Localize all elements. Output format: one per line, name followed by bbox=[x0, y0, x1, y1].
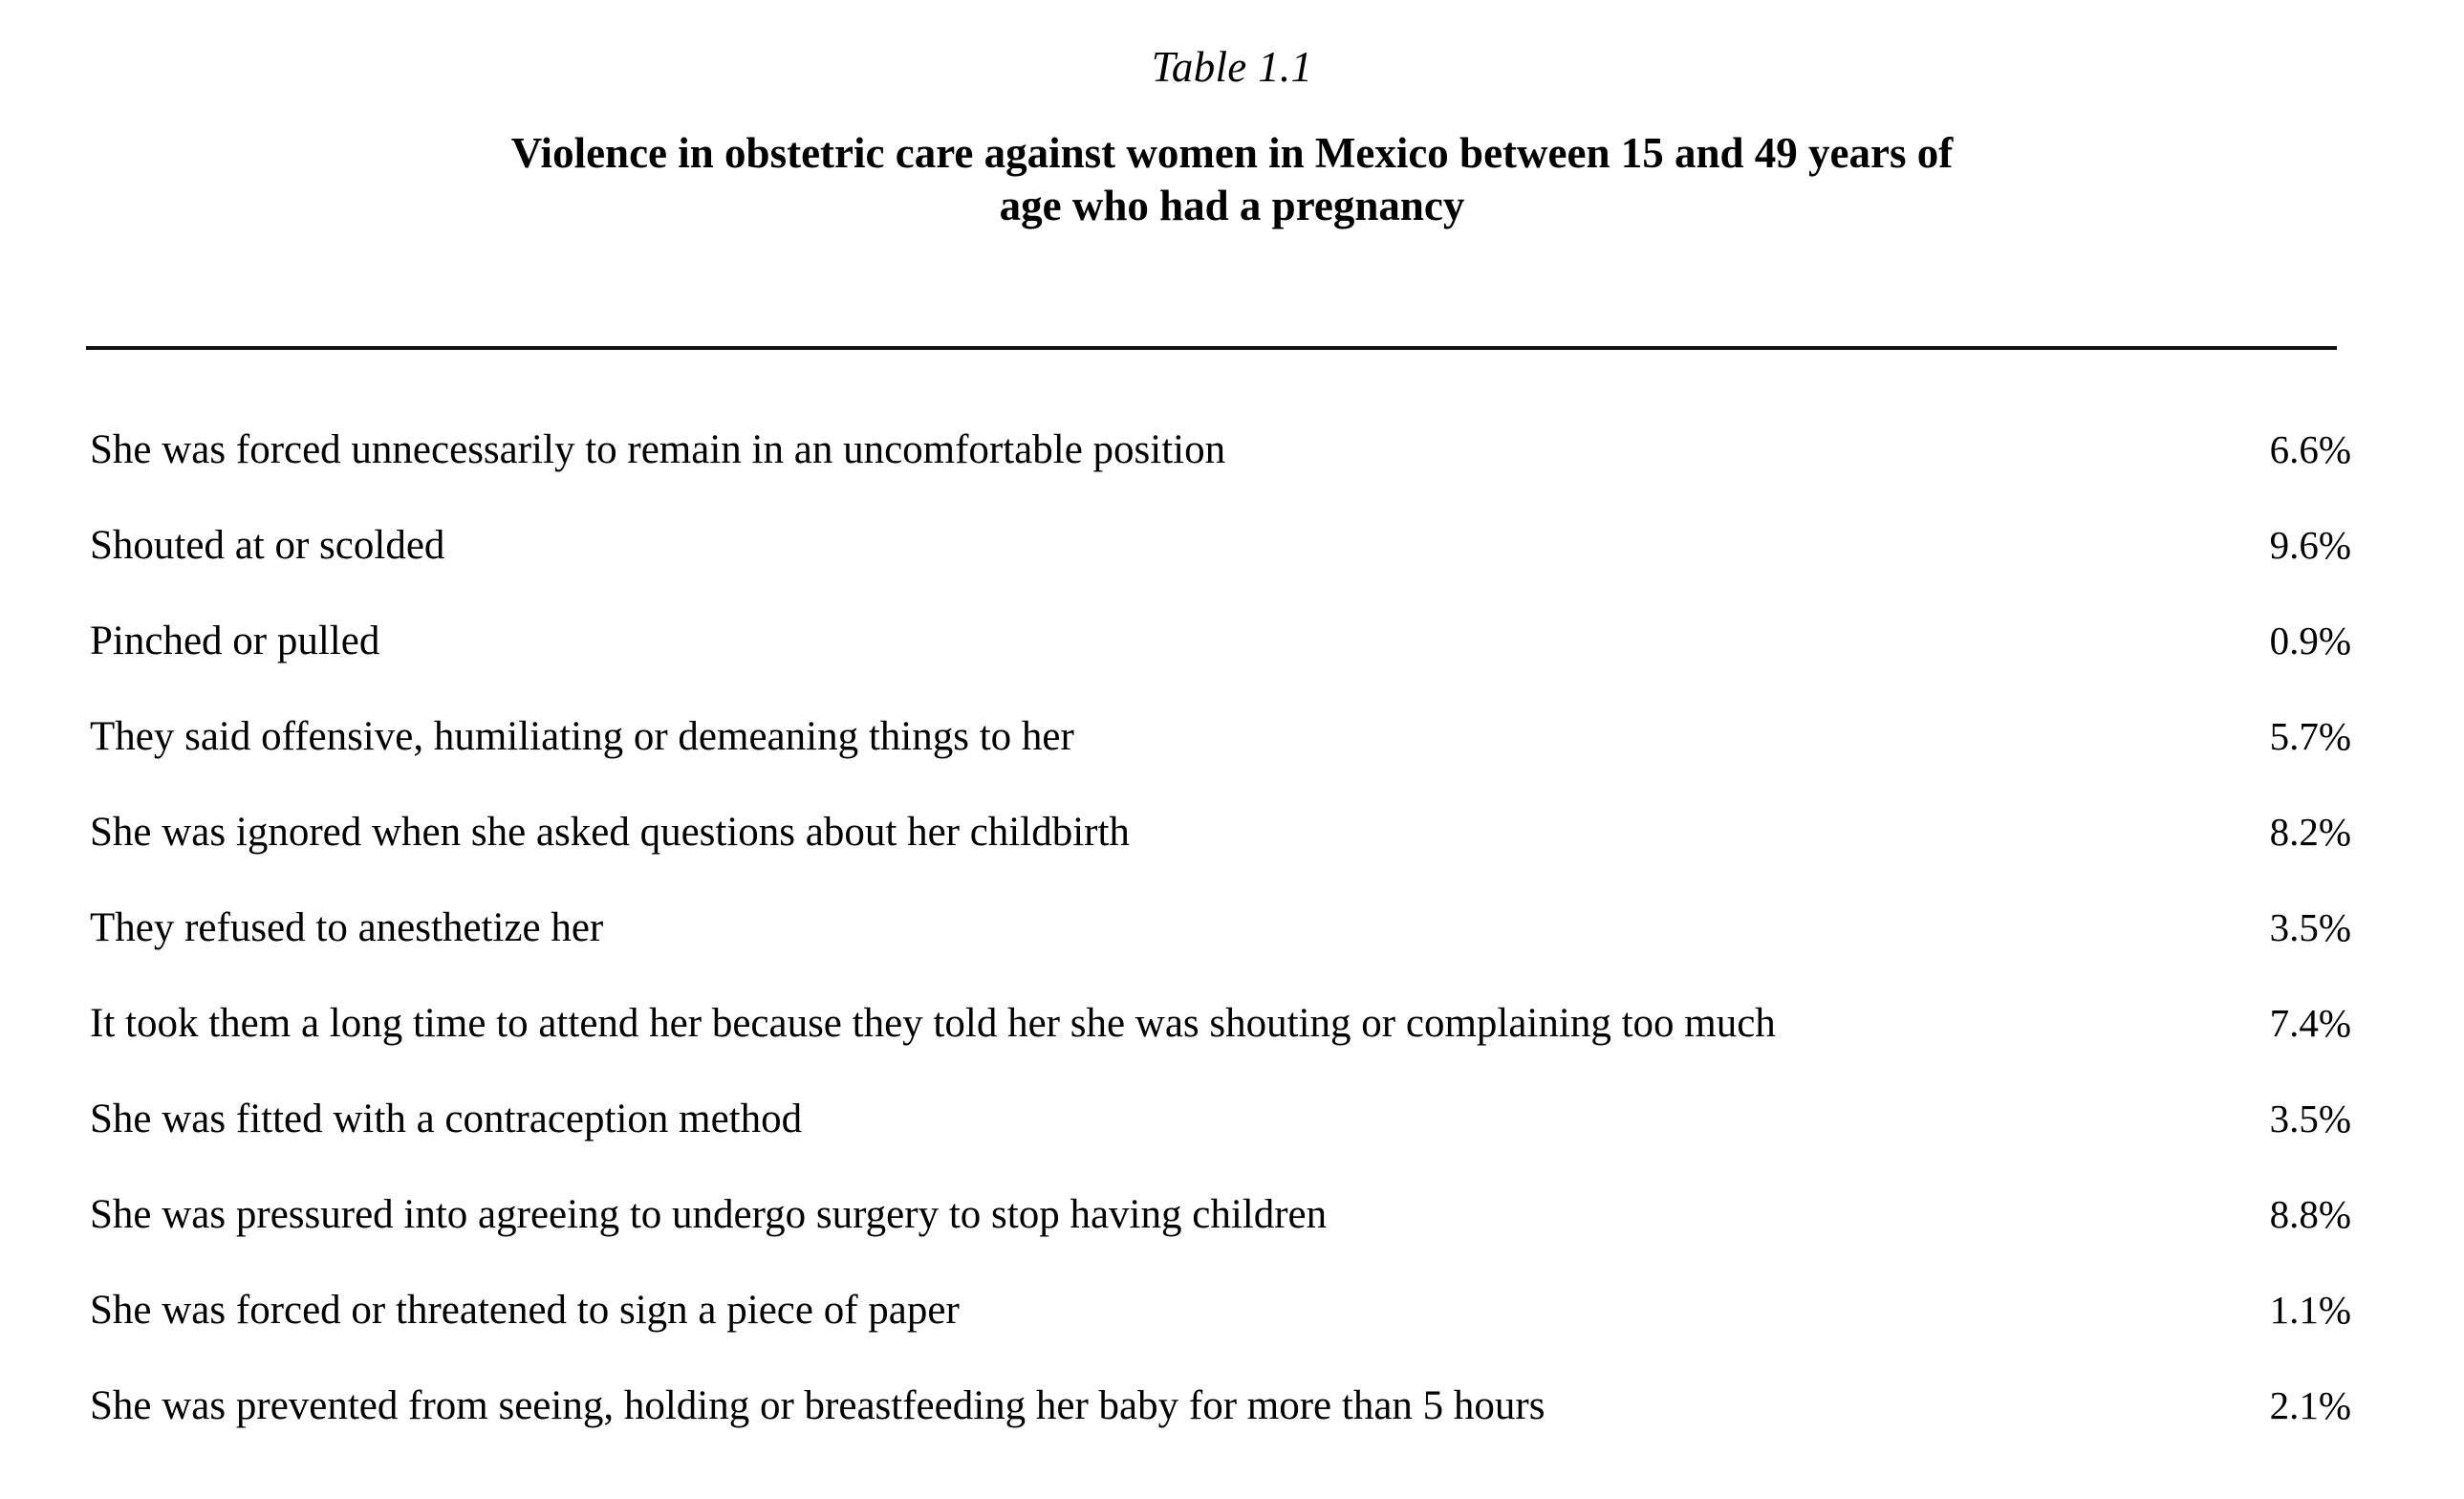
table-row-label: She was fitted with a contraception method bbox=[90, 1097, 803, 1141]
table-row-percentage: 3.5% bbox=[2269, 905, 2351, 949]
table-row bbox=[0, 1338, 2464, 1434]
table-row-label: She was forced unnecessarily to remain in an uncomfortable position bbox=[90, 427, 1226, 472]
table-title bbox=[271, 89, 2193, 232]
table-row bbox=[0, 765, 2464, 860]
table-body bbox=[0, 382, 2464, 1434]
table-row bbox=[0, 669, 2464, 765]
table-row-percentage: 6.6% bbox=[2269, 427, 2351, 471]
table-row-label: It took them a long time to attend her because they told her she was shouting or complaining too much bbox=[90, 1001, 1776, 1046]
table-row-label: Pinched or pulled bbox=[90, 619, 380, 663]
table-row-label: She was ignored when she asked questions about her childbirth bbox=[90, 810, 1130, 855]
table-row-percentage: 3.5% bbox=[2269, 1097, 2351, 1141]
table-top-rule bbox=[86, 346, 2337, 350]
table-row-percentage: 0.9% bbox=[2269, 619, 2351, 663]
table-row-percentage: 9.6% bbox=[2269, 523, 2351, 567]
table-row bbox=[0, 574, 2464, 669]
table-row-label: She was pressured into agreeing to undergo surgery to stop having children bbox=[90, 1192, 1328, 1237]
table-row bbox=[0, 1147, 2464, 1243]
table-row-percentage: 2.1% bbox=[2269, 1383, 2351, 1427]
table-number-caption: Table 1.1 bbox=[1151, 43, 1313, 91]
table-row-label: They said offensive, humiliating or demeaning things to her bbox=[90, 714, 1074, 759]
table-row-percentage: 8.8% bbox=[2269, 1192, 2351, 1236]
table-row bbox=[0, 1052, 2464, 1147]
table-row-percentage: 5.7% bbox=[2269, 714, 2351, 758]
table-row bbox=[0, 956, 2464, 1052]
table-row bbox=[0, 860, 2464, 956]
table-row-label: She was prevented from seeing, holding or breastfeeding her baby for more than 5 hours bbox=[90, 1383, 1545, 1428]
table-row-label: Shouted at or scolded bbox=[90, 523, 445, 568]
table-title-line-2: age who had a pregnancy bbox=[999, 181, 1465, 229]
table-row bbox=[0, 1243, 2464, 1338]
table-row-percentage: 8.2% bbox=[2269, 810, 2351, 854]
table-row bbox=[0, 382, 2464, 478]
table-row bbox=[0, 478, 2464, 574]
table-row-label: They refused to anesthetize her bbox=[90, 905, 604, 950]
table-title-line-1: Violence in obstetric care against women in Mexico between 15 and 49 years of bbox=[510, 129, 1954, 177]
table-row-label: She was forced or threatened to sign a piece of paper bbox=[90, 1288, 960, 1333]
table-row-percentage: 7.4% bbox=[2269, 1001, 2351, 1045]
table-row-percentage: 1.1% bbox=[2269, 1288, 2351, 1332]
